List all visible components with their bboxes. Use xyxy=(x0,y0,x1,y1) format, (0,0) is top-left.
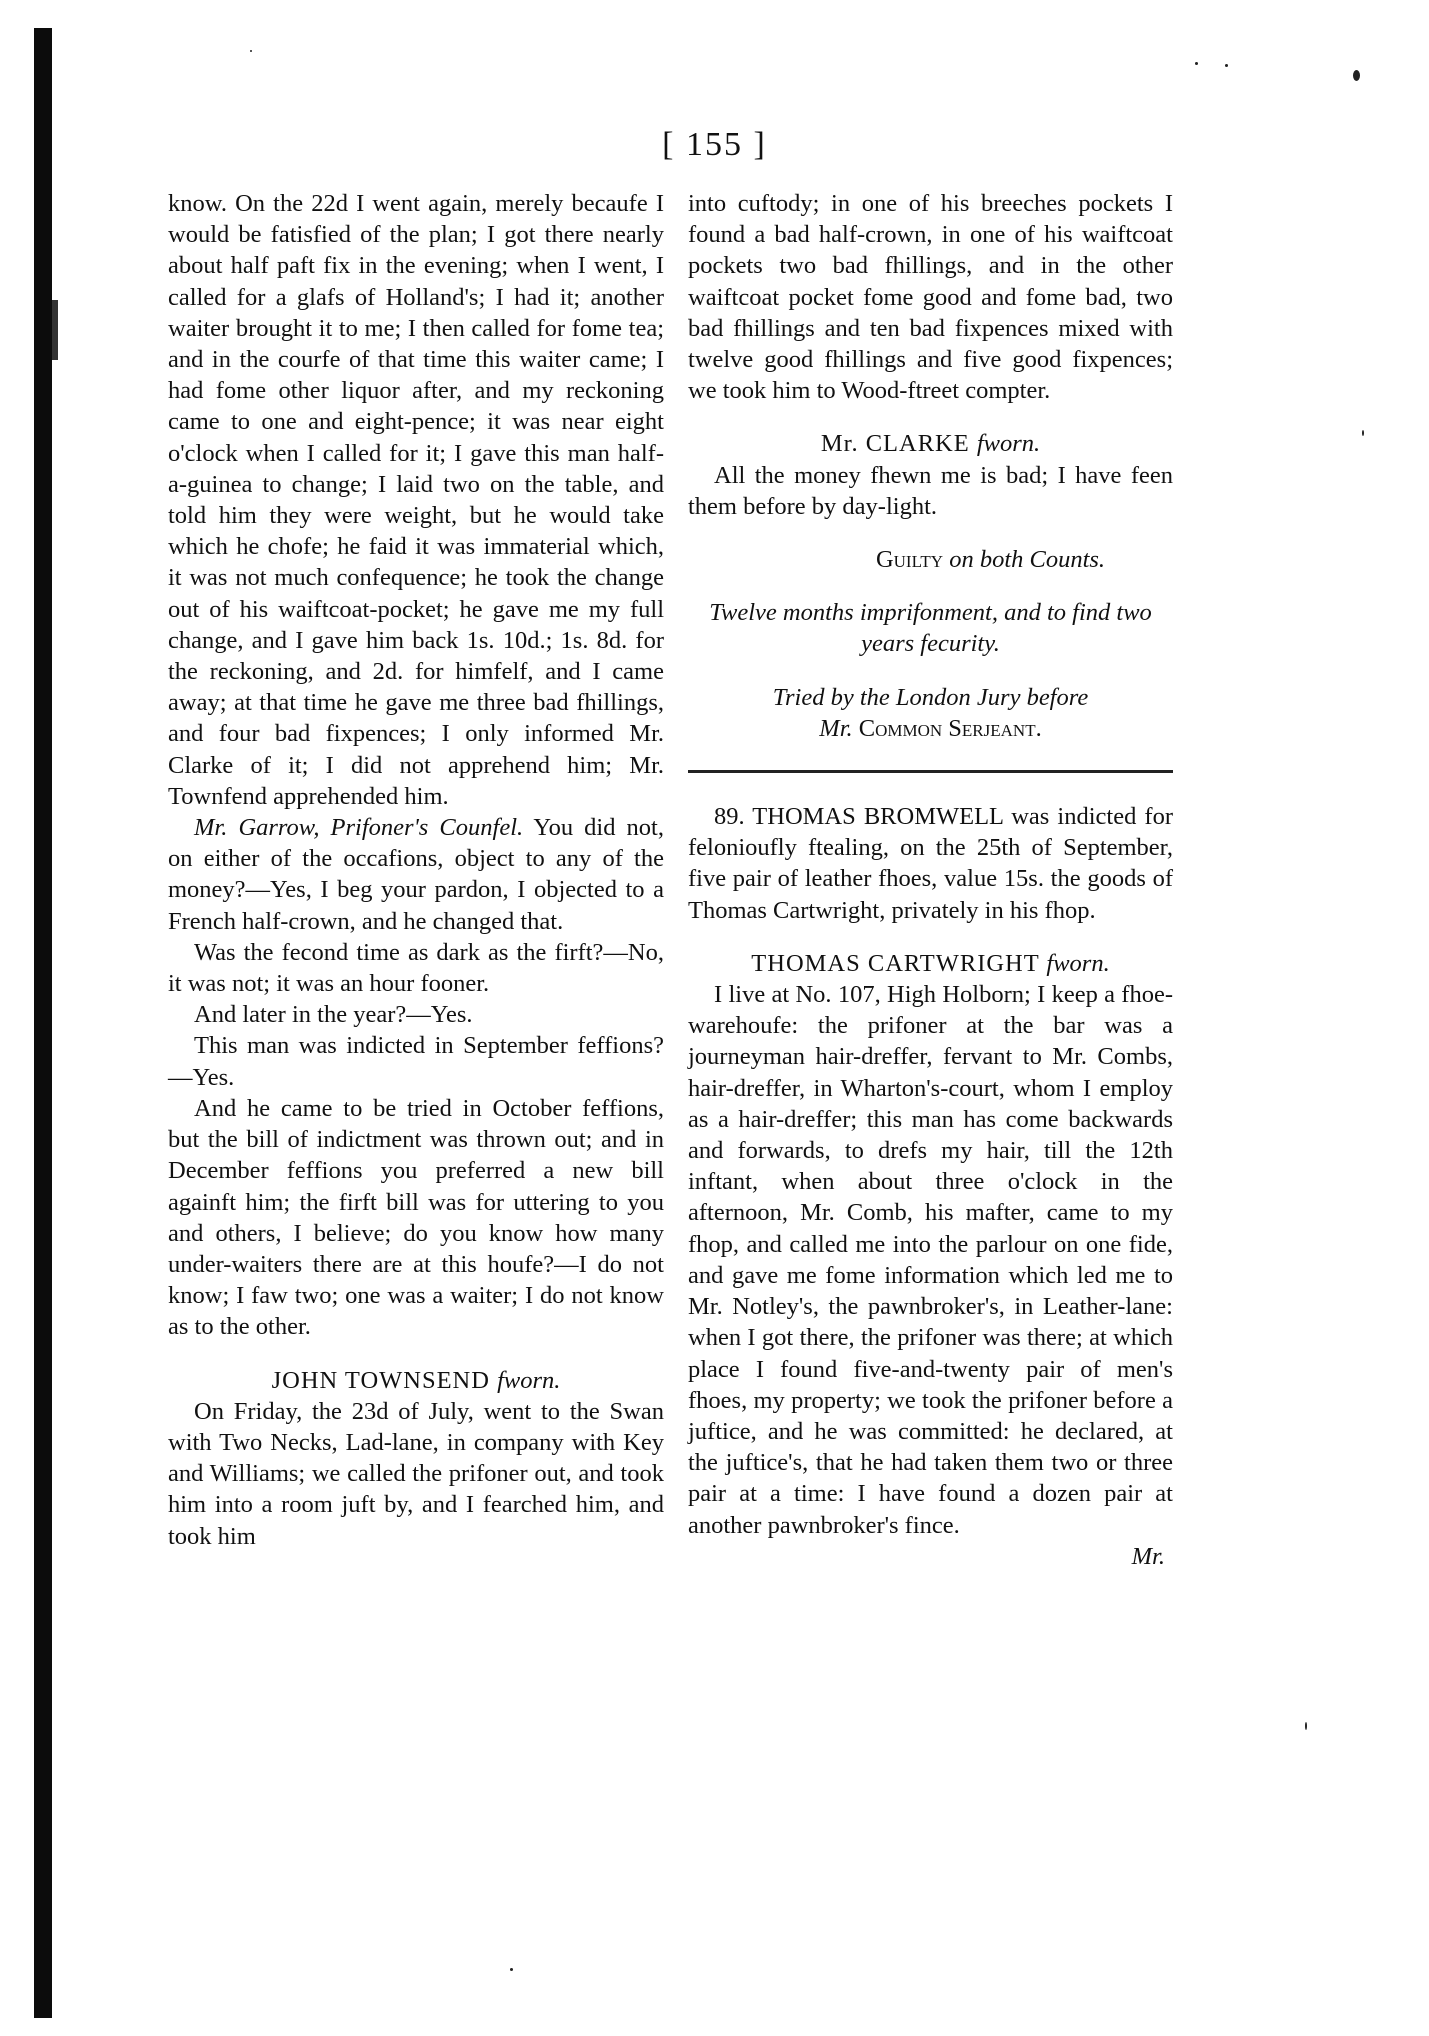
question-text: You did not, on either of the occafions, object to any of the money?—Yes, I beg your pardon, I objected to a French half-crown, and he changed that. xyxy=(168,814,664,935)
question-answer: Was the fecond time as dark as the firft?—No, it was not; it was an hour fooner. xyxy=(168,938,664,998)
question-answer: And later in the year?—Yes. xyxy=(194,1001,473,1029)
print-speck xyxy=(250,50,252,52)
trial-note xyxy=(688,682,1173,744)
testimony-paragraph: On Friday, the 23d of July, went to the Swan with Two Necks, Lad-lane, in company with Key and Williams; we called the prifoner out, and took him into a room juft by, and I fearched him, and took him xyxy=(168,1397,664,1550)
print-speck xyxy=(1195,62,1198,65)
print-speck xyxy=(1362,430,1364,436)
trial-note-mr: Mr. xyxy=(819,714,859,742)
left-column xyxy=(168,188,664,1552)
witness-name: THOMAS CARTWRIGHT xyxy=(751,949,1047,977)
cross-examination-paragraph xyxy=(168,812,664,937)
print-speck xyxy=(1225,64,1228,67)
section-divider xyxy=(688,770,1173,773)
witness-name: JOHN TOWNSEND xyxy=(271,1366,498,1394)
print-speck xyxy=(1353,70,1360,81)
verdict-counts: on both Counts. xyxy=(943,546,1106,574)
counsel-name: Mr. Garrow, Prifoner's Counfel. xyxy=(194,814,524,842)
witness-heading xyxy=(168,1365,664,1396)
witness-heading xyxy=(688,428,1173,459)
sworn-label: fworn. xyxy=(1046,949,1110,977)
verdict xyxy=(688,544,1173,575)
right-column xyxy=(688,188,1173,1572)
testimony-paragraph: I live at No. 107, High Holborn; I keep a fhoe-warehoufe: the prifoner at the bar was a journeyman hair-dreffer, fervant to Mr. Combs, hair-dreffer, in Wharton's-court, whom I employ as a hair-dreffer; this man has come backwards and forwards, to drefs my hair, till the 12th inftant, when about three o'clock in the afternoon, Mr. Comb, his mafter, came to my fhop, and called me into the parlour on one fide, and gave me fome information which led me to Mr. Notley's, the pawnbroker's, in Leather-lane: when I got there, the prifoner was there; at which place I found five-and-twenty pair of men's fhoes, my property; we took the prifoner before a juftice, and he was committed: he declared, at the juftice's, that he had taken them two or three pair at a time: I have found a dozen pair at another pawnbroker's fince. xyxy=(688,981,1173,1539)
sentence xyxy=(688,597,1173,659)
testimony-paragraph: All the money fhewn me is bad; I have feen them before by day-light. xyxy=(688,461,1173,520)
question-answer: This man was indicted in September feffions?—Yes. xyxy=(168,1032,664,1091)
sworn-label: fworn. xyxy=(497,1366,561,1394)
page-number: [ 155 ] xyxy=(662,126,767,163)
trial-note-line: Tried by the London Jury before xyxy=(772,683,1089,711)
sentence-text: Twelve months imprifonment, and to find two years fecurity. xyxy=(709,599,1152,658)
witness-name: Mr. CLARKE xyxy=(820,430,977,458)
binding-edge-mark xyxy=(52,300,58,360)
print-speck xyxy=(510,1968,513,1971)
case-indictment: 89. THOMAS BROMWELL was indicted for felonioufly ftealing, on the 25th of September, five pair of leather fhoes, value 15s. the goods of Thomas Cartwright, privately in his fhop. xyxy=(688,803,1173,924)
testimony-paragraph: know. On the 22d I went again, merely becaufe I would be fatisfied of the plan; I got there nearly about half paft fix in the evening; when I went, I called for a glafs of Holland's; I had it; another waiter brought it to me; I then called for fome tea; and in the courfe of that time this waiter came; I had fome other liquor after, and my reckoning came to one and eight-pence; it was near eight o'clock when I called for it; I gave this man half-a-guinea to change; I laid two on the table, and told him they were weight, but he would take which he chofe; he faid it was immaterial which, it was not much confequence; he took the change out of his waiftcoat-pocket; he gave me my full change, and I gave him back 1s. 10d.; 1s. 8d. for the reckoning, and 2d. for himfelf, and I came away; at that time he gave me three bad fhillings, and four bad fixpences; I only informed Mr. Clarke of it; I did not apprehend him; Mr. Townfend apprehended him. xyxy=(168,190,664,810)
question-answer: And he came to be tried in October feffions, but the bill of indictment was thrown out; and in December feffions you preferred a new bill againft him; the firft bill was for uttering to you and others, I believe; do you know how many under-waiters there are at this houfe?—I do not know; I faw two; one was a waiter; I do not know as to the other. xyxy=(168,1094,664,1341)
trial-note-title: Common Serjeant. xyxy=(858,714,1042,742)
testimony-paragraph: into cuftody; in one of his breeches pockets I found a bad half-crown, in one of his waiftcoat pockets two bad fhillings, and in the other waiftcoat pocket fome good and fome bad, two bad fhillings and ten bad fixpences mixed with twelve good fhillings and five good fixpences; we took him to Wood-ftreet compter. xyxy=(688,190,1173,405)
binding-shadow xyxy=(34,28,52,2018)
sworn-label: fworn. xyxy=(976,430,1041,458)
witness-heading xyxy=(688,948,1173,979)
verdict-guilty: Guilty xyxy=(875,546,944,574)
print-speck xyxy=(1305,1722,1307,1730)
catchword: Mr. xyxy=(1131,1542,1165,1570)
